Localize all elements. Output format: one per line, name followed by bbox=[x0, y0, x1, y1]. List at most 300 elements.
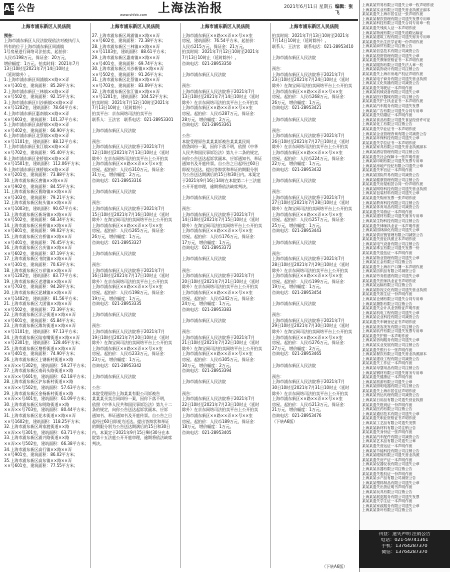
classified-item: 上海某某建材有限公司遗失财务专用章 bbox=[362, 214, 424, 219]
notice-line: 咨询电话：021-28953432 bbox=[272, 166, 322, 172]
notice-line: 上海市浦东新区××路××弄××号××室 bbox=[182, 228, 253, 234]
classified-item: 上海某某珠宝有限公司遗失发票一份 bbox=[362, 246, 420, 251]
notice-line: 19日10时至2021年7月20日10时止（延时 bbox=[92, 334, 170, 340]
notice-line: 29日10时至2021年7月30日10时止（延时 bbox=[272, 323, 350, 329]
classified-item: 上海某某展览服务有限公司遗失发票 bbox=[362, 494, 420, 499]
notice-line: 28.上海市浦东新区三林镇××路××弄 bbox=[92, 43, 160, 49]
classified-item: 上海某某咨询服务有限公司遗失公章 bbox=[362, 338, 420, 343]
classified-item: 上海某某包装材料有限公司遗失公章 bbox=[362, 191, 420, 196]
classified-item: 上海某某环保科技有限公司遗失公章 bbox=[362, 136, 420, 141]
classified-item: 某某某遗失房屋租赁合同一份声明作废 bbox=[362, 182, 424, 187]
notice-line: 上海市浦东新区××路××弄××号××室 bbox=[182, 105, 253, 111]
notice-line: 28.上海市浦东新区沪东新村街道××路 bbox=[4, 379, 74, 385]
notice-line: 即视为送达。提出答辩状和举证的期限分别 bbox=[182, 166, 258, 172]
notice-line: 房屋。起拍价：人民币176万元，保证金： bbox=[182, 233, 258, 239]
classified-item: 某某某遗失会计从业资格证声明作废 bbox=[362, 306, 420, 311]
classified-item: 某某某遗失股权证一份声明作废 bbox=[362, 471, 413, 476]
notice-line: 房屋。起拍价：人民币276万元，保证金： bbox=[272, 340, 348, 346]
classified-item: 上海某某旅游有限公司遗失公章 bbox=[362, 379, 413, 384]
notice-line: 20日10时至2021年7月21日10时止（延时 bbox=[182, 278, 260, 284]
notice-line: 17万元，增价幅度：1万元。 bbox=[182, 239, 234, 245]
notice-line: 14日10时至2021年7月15日10时止（延时 bbox=[182, 217, 260, 223]
notice-line: 20.上海市浦东新区泥城镇××路××弄 bbox=[4, 289, 72, 295]
notice-line: 25.上海市浦东新区塘桥街道××路××弄 bbox=[4, 345, 76, 351]
notice-line: ××号1101室，建筑面积：88.12平方米； bbox=[4, 138, 81, 144]
notice-line: 除外）在京东网络司法拍卖平台上公开拍卖 bbox=[272, 267, 348, 273]
classified-item: 上海某某企业管理咨询有限公司减资公告 bbox=[362, 131, 427, 136]
notice-line: 13日10时至2021年7月14日10时止 bbox=[4, 66, 70, 72]
notice-line: ××号2301室，建筑面积：128.46平方米； bbox=[4, 340, 83, 346]
notice-line: 30.上海市浦东新区东明路街道××路 bbox=[4, 401, 70, 407]
notice-line: 上海市浦东新区××路××弄××号××室 bbox=[272, 88, 343, 94]
notice-line: 通知书及开庭传票。自公告之日起经过60日 bbox=[182, 161, 260, 167]
notice-line: 上海市浦东新区人民法院将于2021年7月 bbox=[92, 267, 165, 273]
classified-item: 上海某某钢材有限公司遗失财务专用章 bbox=[362, 370, 424, 375]
newspaper-logo: 上海法治报 bbox=[158, 1, 224, 15]
classified-item: 某某某遗失身份证一张声明作废 bbox=[362, 430, 413, 435]
notice-line: 27日10时至2021年7月28日10时止（延时 bbox=[272, 200, 350, 206]
notice-line: 上海市浦东新区人民法院现依法对被执行人 bbox=[4, 38, 80, 44]
notice-line: 除外）在京东网络司法拍卖平台上公开拍卖 bbox=[182, 284, 258, 290]
classified-item: 上海某某信息技术有限公司减资公告 bbox=[362, 48, 420, 53]
notice-line: 15.上海市浦东新区宣桥镇××路××弄 bbox=[4, 233, 72, 239]
notice-line: 上海市浦东新区××路××弄××号××室 bbox=[92, 284, 163, 290]
notice-line: ××号801室，建筑面积：99.02平方米； bbox=[4, 228, 78, 234]
notice-line: 增价幅度：1万元。拍卖时间：2021年7月 bbox=[4, 60, 80, 66]
notice-line: 上海市浦东新区人民法院 bbox=[182, 317, 226, 323]
notice-line: 上海市浦东新区人民法院 bbox=[182, 71, 226, 77]
classified-sidebar bbox=[359, 0, 450, 572]
notice-line: ××号703室，建筑面积：94.28平方米； bbox=[4, 284, 78, 290]
column-2 bbox=[92, 23, 178, 568]
column-subheading: 预告： bbox=[4, 32, 16, 38]
notice-line: 7月14日10时止（延时除外）。 bbox=[272, 38, 329, 44]
notice-line: 起经过60日即视为送达。提出答辩状和举证 bbox=[92, 418, 170, 424]
notice-line: 上海市浦东新区人民法院将于2021年7月 bbox=[182, 334, 255, 340]
notice-line: 上海市浦东新区××路××弄××号××室 bbox=[272, 334, 343, 340]
notice-line: ××号1103室，建筑面积：88.61平方米； bbox=[92, 49, 169, 55]
classified-item: 上海某某新材料有限公司注销公告 bbox=[362, 425, 416, 430]
notice-line: 30万元，增价幅度：2万元。 bbox=[182, 362, 234, 368]
classified-item: 上海某某文化传播有限公司减资公告 bbox=[362, 81, 420, 86]
notice-line: 公告： bbox=[92, 385, 104, 390]
classified-list bbox=[362, 3, 448, 528]
notice-line: 本院受理原告上海某某有限公司诉被告 bbox=[92, 390, 160, 396]
notice-line: 23.上海市浦东新区潍坊街道××路××弄 bbox=[4, 323, 76, 329]
notice-line: 21.上海市浦东新区大团镇××路××弄 bbox=[4, 301, 72, 307]
classified-item: 上海某某贸易有限公司遗失公章一枚声明作废 bbox=[362, 3, 434, 7]
notice-line: 上海市浦东新区人民法院将于2021年7月 bbox=[92, 329, 165, 335]
notice-line: 咨询电话：021-28953443 bbox=[272, 228, 322, 234]
contact-line: 刊登：遗失声明 注销公告 bbox=[378, 532, 431, 537]
classified-item: 某某某遗失护照一本声明作废 bbox=[362, 333, 409, 338]
classified-item: 上海某某国际贸易有限公司减资公告 bbox=[362, 172, 420, 177]
notice-line: 上海市浦东新区人民法院将于2021年7月 bbox=[272, 71, 345, 77]
notice-line: 房屋。起拍价：人民币305万元，保证金： bbox=[182, 357, 258, 363]
sidebar-divider bbox=[359, 0, 360, 572]
notice-line: 上海市浦东新区××路××弄××号××室 bbox=[182, 351, 253, 357]
notice-line: 条的规定，向你公告送达起诉状副本、应诉 bbox=[92, 407, 168, 413]
classified-item: 某某某遗失报到证一份声明作废 bbox=[362, 402, 413, 407]
notice-line: 32.上海市浦东新区张江镇××路××弄 bbox=[92, 88, 160, 94]
classified-item: 上海某某实业发展有限公司注销公告 bbox=[362, 342, 420, 347]
notice-line: 咨询电话：021-28953454 bbox=[272, 289, 322, 295]
notice-line: 房屋。起拍价：人民币213万元，保证金： bbox=[272, 401, 348, 407]
notice-line: 7.上海市浦东新区张江镇××路××弄 bbox=[4, 144, 70, 150]
notice-line: 上海市浦东新区××路××弄××号××室 bbox=[182, 32, 253, 38]
notice-line: 30日10时至2021年7月31日10时止（延时 bbox=[272, 385, 350, 390]
classified-item: 某某某遗失上海市居住证声明作废 bbox=[362, 388, 416, 393]
notice-line: ××弄××号302室，建筑面积：59.27平方米； bbox=[4, 362, 88, 368]
classified-item: 某某某遗失毕业证书一本声明作废 bbox=[362, 127, 416, 132]
notice-line: 咨询电话：021-28953361 bbox=[182, 122, 232, 128]
notice-line: 房屋。起拍价：人民币224万元，保证金： bbox=[272, 155, 348, 161]
notice-line: 借贷纠纷一案，因你下落不明，依照《中华 bbox=[182, 144, 258, 150]
notice-line: ××号601室，建筑面积：65.84平方米； bbox=[4, 317, 78, 323]
classified-item: 上海某某软件有限公司遗失发票专用章 bbox=[362, 329, 424, 334]
page-label: 编辑：张 飞 bbox=[335, 5, 353, 16]
notice-line: 上海市浦东新区人民法院将于2021年7月 bbox=[92, 206, 165, 211]
classified-item: 上海某某眼镜有限公司遗失营业执照 bbox=[362, 453, 420, 458]
classified-item: 上海某某物流有限公司遗失道路运输证 bbox=[362, 30, 424, 35]
notice-line: ××号901室，建筑面积：86.02平方米； bbox=[4, 452, 78, 458]
notice-line: 预告： bbox=[272, 66, 284, 72]
classified-item: 上海某某商贸有限公司注销公告 bbox=[362, 44, 413, 49]
notice-line: 除外）在京东网络司法拍卖平台上公开拍卖 bbox=[272, 390, 348, 396]
notice-line: 除外）在淘宝网司法拍卖网络平台上公开拍卖 bbox=[182, 222, 262, 228]
classified-item: 某某某遗失残疾人证一本声明作废 bbox=[362, 25, 416, 30]
notice-line: 房屋。起拍价：人民币233万元，保证金： bbox=[92, 351, 168, 357]
notice-line: 上海市浦东新区人民法院 bbox=[272, 116, 316, 122]
notice-line: 10.上海市浦东新区唐镇××路××弄 bbox=[4, 178, 68, 184]
contact-line: 电话：021-59741361 bbox=[380, 538, 429, 543]
classified-item: 上海某某房地产经纪有限公司遗失公章 bbox=[362, 163, 424, 168]
section-title: 公告 bbox=[17, 4, 36, 14]
classified-item: 上海某某摄影有限公司注销公告 bbox=[362, 301, 413, 306]
classified-item: 上海某某网络科技有限公司遗失营业执照 bbox=[362, 186, 427, 191]
contact-line: 手机：13764287370 bbox=[381, 544, 428, 549]
notice-line: 房屋。起拍价：人民币265万元，保证金： bbox=[92, 228, 168, 234]
notice-line: 31.上海市浦东新区北蔡镇××路××弄 bbox=[92, 77, 160, 83]
notice-line: 28万元，增价幅度：2万元。 bbox=[182, 116, 234, 122]
classified-item: 上海某某供应链管理有限公司减资公告 bbox=[362, 232, 424, 237]
notice-line: 1号房屋进行网络司法拍卖，起拍价： bbox=[4, 49, 71, 55]
notice-line: 预告： bbox=[182, 390, 194, 396]
notice-line: 上海市浦东新区××路××弄××号××室 bbox=[92, 345, 163, 351]
classified-item: 某某某遗失营运证一本声明作废 bbox=[362, 444, 413, 448]
classified-item: 某某某遗失房产证一本声明作废 bbox=[362, 457, 413, 462]
notice-line: 人民币215万元，保证金：21万元。 bbox=[182, 43, 247, 49]
notice-line: ××号201室，建筑面积：73.88平方米； bbox=[4, 172, 78, 178]
notice-line: 上海市浦东新区人民法院将于2021年7月 bbox=[182, 396, 255, 402]
classified-item: 某某某遗失营业执照正本声明作废 bbox=[362, 237, 416, 242]
notice-line: 咨询电话：021-28953394 bbox=[182, 368, 232, 374]
classified-item: 上海某某汽车服务有限公司遗失发票 bbox=[362, 104, 420, 109]
notice-line: 17.上海市浦东新区书院镇××路××弄 bbox=[4, 256, 72, 262]
notice-line: 26万元，增价幅度：1万元。 bbox=[272, 99, 324, 105]
classified-item: 上海某某生物科技有限公司注销公告 bbox=[362, 218, 420, 223]
classified-item: 某某某遗失军官证一本声明作废 bbox=[362, 168, 413, 173]
masthead-url: www.shfzb.com bbox=[120, 13, 148, 17]
classified-item: 上海某某货运代理有限公司减资公告 bbox=[362, 393, 420, 398]
notice-line: 16.上海市浦东新区合庆镇××路××弄 bbox=[4, 245, 72, 251]
notice-line: 所有的位于上海市浦东新区周浦镇 bbox=[4, 43, 64, 49]
column-divider bbox=[180, 23, 181, 568]
notice-line: 25万元，增价幅度：1万元。 bbox=[272, 222, 324, 228]
classified-item: 上海某某塑料制品有限公司遗失公章 bbox=[362, 480, 420, 485]
notice-line: ××号1602室，建筑面积：118.25平方米； bbox=[4, 418, 83, 424]
continued-note: （下转A6版） bbox=[322, 564, 348, 569]
notice-line: 12日10时至2021年7月13日10时止（延时 bbox=[92, 150, 170, 156]
notice-line: 14.上海市浦东新区祝桥镇××路××弄 bbox=[4, 222, 72, 228]
notice-line: 向你公告送达起诉状副本、应诉通知书、举证 bbox=[182, 155, 262, 161]
classified-item: 某某某遗失职业资格证书声明作废 bbox=[362, 416, 416, 421]
classified-item: 上海某某照明电器有限公司注销公告 bbox=[362, 384, 420, 389]
classified-item: 上海某某艺术品有限公司遗失公章 bbox=[362, 439, 416, 444]
classified-item: 上海某某仪器仪表有限公司遗失公章 bbox=[362, 462, 420, 467]
notice-line: 1.上海市浦东新区周浦镇××路××弄 bbox=[4, 77, 70, 83]
column-entries bbox=[92, 33, 178, 447]
notice-line: 31.上海市浦东新区花木街道××路××弄 bbox=[4, 412, 76, 418]
notice-line: 9.上海市浦东新区康桥镇××路××弄 bbox=[4, 166, 70, 172]
classified-item: 上海某某家政服务有限公司遗失公章 bbox=[362, 503, 420, 508]
notice-line: 除外）在京东网络司法拍卖平台上公开拍卖 bbox=[182, 99, 258, 105]
classified-item: 上海某某教育科技有限公司注销公告 bbox=[362, 200, 420, 205]
classified-item: 上海某某科技有限公司遗失合同专用章一枚 bbox=[362, 21, 431, 26]
notice-line: 预告： bbox=[272, 189, 284, 195]
classified-item: 上海某某劳务派遣有限公司遗失公章 bbox=[362, 274, 420, 279]
notice-line: 3.上海市浦东新区川沙新镇××路××弄 bbox=[4, 99, 74, 105]
contact-line: 微信：13764287370 bbox=[381, 550, 428, 555]
classified-item: 上海某某机械设备有限公司遗失公章 bbox=[362, 90, 420, 95]
classified-item: 某某某遗失出生医学证明一份声明作废 bbox=[362, 39, 424, 44]
notice-line: 上海市浦东新区人民法院 bbox=[272, 301, 316, 307]
classified-item: 某某某遗失律师执业证一本声明作废 bbox=[362, 223, 420, 228]
notice-line: 4.上海市浦东新区惠南镇××路××弄 bbox=[4, 110, 70, 116]
notice-line: 22日10时至2021年7月23日10时止（延时 bbox=[182, 401, 260, 407]
classified-item: 某某某遗失健康证一本声明作废 bbox=[362, 375, 413, 380]
notice-line: 内。本案定于2021年9月15日9时30分在本 bbox=[92, 429, 170, 435]
notice-line: 上海市浦东新区××路××弄××号××室 bbox=[272, 273, 343, 279]
classified-item: 上海某某纺织品有限公司减资公告 bbox=[362, 269, 416, 274]
notice-line: 上海市浦东新区××路××弄××号××室 bbox=[272, 150, 343, 156]
classified-item: 上海某某餐饮管理有限公司遗失发票专用章 bbox=[362, 16, 431, 21]
notice-line: 15日10时至2021年7月16日10时止（延时 bbox=[92, 211, 170, 217]
notice-line: 预告： bbox=[272, 373, 284, 379]
classified-item: 某某某遗失银行卡一张声明作废 bbox=[362, 347, 413, 352]
notice-line: 上海市浦东新区人民法院 bbox=[182, 256, 226, 262]
column-entries bbox=[4, 38, 88, 469]
notice-line: 上海市浦东新区人民法院将于2021年7月 bbox=[272, 133, 345, 139]
notice-line: 除外）在京东网络司法拍卖平台上公开拍卖 bbox=[92, 278, 168, 284]
column-4 bbox=[272, 23, 356, 568]
notice-line: 某某某买卖合同纠纷一案，因你下落不明， bbox=[92, 396, 168, 402]
notice-line: ××号1201室，建筑面积：104.52平方米； bbox=[92, 94, 171, 100]
classified-item: 上海某某装饰设计有限公司注销公告 bbox=[362, 67, 420, 72]
notice-line: 上海市浦东新区人民法院将于2021年7月 bbox=[182, 211, 255, 217]
notice-line: 咨询电话：021-28953350 bbox=[182, 60, 232, 66]
notice-line: 33.上海市浦东新区浦兴路街道××路 bbox=[4, 435, 70, 441]
notice-line: ××号1501室，建筑面积：112.06平方米； bbox=[4, 161, 83, 167]
notice-line: 上海市浦东新区人民法院 bbox=[92, 250, 136, 256]
notice-line: ××号401室，建筑面积：74.90平方米； bbox=[4, 351, 78, 357]
classified-item: 上海某某水产品有限公司减资公告 bbox=[362, 476, 416, 481]
notice-line: 上海市浦东新区人民法院 bbox=[272, 54, 316, 60]
advertising-contact-box bbox=[359, 530, 450, 568]
classified-item: 上海某某机电工程有限公司遗失公章 bbox=[362, 310, 420, 315]
column-divider bbox=[90, 23, 91, 568]
column-heading: 上海市浦东新区人民法院 bbox=[21, 25, 71, 30]
notice-line: 上海市浦东新区人民法院 bbox=[182, 379, 226, 385]
notice-line: 预告： bbox=[92, 261, 104, 267]
notice-line: 房屋。起拍价：人民币242万元，保证金： bbox=[182, 295, 258, 301]
notice-line: 的期限分别为公告送达期满后的15日和30日 bbox=[92, 424, 171, 430]
notice-line: 预告： bbox=[272, 312, 284, 318]
classified-item: 某某某遗失学位证书一本声明作废 bbox=[362, 140, 416, 145]
notice-line: 人民币198万元，保证金：20万元， bbox=[4, 54, 69, 60]
notice-line: 预告： bbox=[272, 127, 284, 133]
notice-line: 本院受理原告某某某诉被告某某某民间 bbox=[182, 138, 250, 144]
notice-line: 预告： bbox=[272, 250, 284, 256]
notice-line: 23万元，增价幅度：1万元。 bbox=[92, 357, 144, 363]
notice-line: 预告： bbox=[182, 267, 194, 273]
notice-line: 12.上海市浦东新区航头镇××路××弄 bbox=[4, 200, 72, 206]
notice-line: ××号902室，建筑面积：84.55平方米； bbox=[4, 183, 78, 189]
notice-line: 预告： bbox=[92, 323, 104, 329]
classified-item: 上海某某工艺品有限公司遗失发票 bbox=[362, 421, 416, 426]
notice-line: 2.上海市浦东新区三林镇××路××弄 bbox=[4, 88, 70, 94]
notice-line: （延时除外）。 bbox=[4, 71, 32, 77]
classified-item: 上海某某园林绿化有限公司遗失公章 bbox=[362, 228, 420, 233]
notice-line: 除外）在淘宝网司法拍卖网络平台上公开拍卖 bbox=[182, 345, 262, 351]
notice-line: 22.上海市浦东新区洋泾街道××路××弄 bbox=[4, 312, 76, 318]
notice-line: 除外）在淘宝网司法拍卖网络平台上公开拍卖 bbox=[92, 217, 172, 223]
notice-line: 拍卖时间：2021年7月12日10时至2021年 bbox=[182, 49, 260, 55]
notice-line: 35.上海市浦东新区高东镇××路××弄 bbox=[4, 457, 72, 463]
notice-line: （下转A6版） bbox=[272, 418, 298, 424]
classified-item: 上海某某广告有限公司遗失合同专用章 bbox=[362, 108, 424, 113]
notice-line: 5.上海市浦东新区高桥镇××路××弄 bbox=[4, 122, 70, 128]
classified-item: 上海某某健康管理有限公司注销公告 bbox=[362, 177, 420, 182]
notice-line: 上海市浦东新区人民法院 bbox=[92, 127, 136, 133]
notice-line: 于2021年9月16日14时在本院第二十三法庭 bbox=[182, 178, 261, 184]
notice-line: 上海市浦东新区××路××弄××号××室 bbox=[272, 211, 343, 217]
notice-line: 7月13日10时止（延时除外）。 bbox=[92, 105, 149, 111]
notice-line: 上海市浦东新区人民法院将于2021年7月 bbox=[272, 256, 345, 262]
notice-line: 公开开庭审理，逾期将依法缺席判决。 bbox=[182, 183, 250, 189]
notice-line: 判决。 bbox=[92, 440, 104, 446]
notice-line: 房屋，建筑面积：76.54平方米，起拍价： bbox=[182, 38, 258, 44]
notice-line: 上海市浦东新区××路××弄××号××室 bbox=[272, 396, 343, 402]
issue-date: 2021年6月11日 星期五 bbox=[284, 5, 333, 10]
notice-line: 24万元，增价幅度：1万元。 bbox=[182, 301, 234, 307]
classified-item: 上海某某医疗器械有限公司注销公告 bbox=[362, 94, 420, 99]
notice-line: ××号502室，建筑面积：92.15平方米； bbox=[4, 94, 78, 100]
classified-item: 某某某遗失社会保障卡一张声明作废 bbox=[362, 154, 420, 159]
notice-line: 房屋。起拍价：人民币310万元，保证金： bbox=[92, 166, 168, 172]
notice-line: 8.上海市浦东新区金桥镇××路××弄 bbox=[4, 155, 70, 161]
notice-line: ××号703室，建筑面积：83.09平方米； bbox=[92, 82, 166, 88]
notice-line: 咨询电话：021-28953476 bbox=[272, 412, 322, 418]
classified-item: 某某某遗失准生证一份声明作废 bbox=[362, 292, 413, 297]
notice-line: ××号602室，建筑面积：72.38平方米； bbox=[92, 38, 166, 44]
notice-line: 上海市浦东新区人民法院将于2021年7月 bbox=[92, 144, 165, 150]
classified-item: 上海某某印刷有限公司遗失发票专用章 bbox=[362, 159, 424, 164]
classified-item: 上海某某乐器有限公司注销公告 bbox=[362, 466, 413, 471]
notice-line: 上海市浦东新区人民法院将于2021年7月 bbox=[182, 273, 255, 279]
notice-line: 上海市浦东新区人民法院 bbox=[92, 312, 136, 318]
notice-line: ××弄××号301室，建筑面积：63.71平方米； bbox=[4, 429, 88, 435]
classified-item: 某某某遗失导游证一本声明作废 bbox=[362, 209, 413, 214]
classified-item: 某某某遗失教师资格证书一本声明作废 bbox=[362, 58, 424, 63]
notice-line: 房屋。起拍价：人民币268万元，保证金： bbox=[272, 94, 348, 100]
classified-item: 上海某某建筑工程有限公司遗失财务专用章 bbox=[362, 35, 431, 40]
notice-line: 26.上海市浦东新区上钢新村街道××路 bbox=[4, 357, 74, 363]
classified-item: 某某某遗失购房发票一张声明作废 bbox=[362, 195, 416, 200]
notice-line: 27万元，增价幅度：2万元。 bbox=[272, 345, 324, 351]
notice-line: 上海市浦东新区人民法院 bbox=[92, 373, 136, 379]
classified-item: 某某某遗失护士执业证书一本声明作废 bbox=[362, 99, 424, 104]
notice-line: 28日10时至2021年7月29日10时止（延时 bbox=[272, 261, 350, 267]
notice-line: 27.上海市浦东新区周浦镇××路××弄 bbox=[92, 32, 160, 38]
notice-line: 房屋。起拍价：人民币189万元，保证金： bbox=[182, 418, 258, 424]
classified-item: 上海某某体育用品有限公司减资公告 bbox=[362, 205, 420, 210]
notice-line: 房屋。起拍价：人民币198万元，保证金： bbox=[92, 289, 168, 295]
classified-item: 上海某某汽车配件有限公司减资公告 bbox=[362, 434, 420, 439]
notice-line: 预告： bbox=[182, 206, 194, 211]
notice-line: 32.上海市浦东新区周家渡街道××路 bbox=[4, 424, 70, 430]
classified-item: 某某某遗失驾驶证一本声明作废 bbox=[362, 85, 413, 90]
notice-line: 咨询电话：021-28953405 bbox=[182, 429, 232, 435]
notice-line: ××号1003室，建筑面积：90.67平方米； bbox=[4, 206, 81, 211]
notice-line: 13.上海市浦东新区新场镇××路××弄 bbox=[4, 211, 72, 217]
notice-line: 31万元，增价幅度：2万元。 bbox=[92, 172, 144, 178]
notice-line: 公告： bbox=[182, 133, 194, 139]
notice-line: 18万元，增价幅度：1万元。 bbox=[182, 424, 234, 430]
classified-item: 上海某某服饰有限公司遗失法人章一枚 bbox=[362, 62, 424, 67]
classified-item: 上海某某玩具有限公司注销公告 bbox=[362, 489, 413, 494]
notice-line: 为公告送达期满后的15日和30日内。本案定 bbox=[182, 172, 261, 178]
notice-line: 除外）在淘宝网司法拍卖网络平台上公开拍卖 bbox=[92, 340, 172, 346]
notice-line: 除外）在京东网络司法拍卖平台上公开拍卖 bbox=[182, 407, 258, 413]
notice-line: 19.上海市浦东新区老港镇××路××弄 bbox=[4, 278, 72, 284]
notice-line: 6.上海市浦东新区北蔡镇××路××弄 bbox=[4, 133, 70, 139]
notice-line: 16日10时至2021年7月17日10时止（延时 bbox=[92, 273, 170, 279]
classified-item: 某某某遗失车辆登记证书声明作废 bbox=[362, 319, 416, 324]
notice-line: 上海市浦东新区××路××弄××号××室 bbox=[182, 412, 253, 418]
notice-line: 13日10时至2021年7月14日10时止（延时 bbox=[182, 94, 260, 100]
notice-line: ××弄××号401室，建筑面积：61.09平方米； bbox=[4, 396, 88, 402]
notice-line: 预告： bbox=[92, 200, 104, 206]
notice-line: 咨询电话：021-28953342 bbox=[92, 362, 142, 368]
notice-line: 联系人：王法官 联系电话：021-28953410 bbox=[272, 43, 354, 49]
notice-line: ××号502室，建筑面积：91.26平方米； bbox=[92, 71, 166, 77]
column-3 bbox=[182, 23, 268, 568]
notice-line: 房屋。起拍价：人民币287万元，保证金： bbox=[182, 110, 258, 116]
notice-line: 上海市浦东新区人民法院 bbox=[272, 178, 316, 184]
notice-line: 预告： bbox=[182, 82, 194, 88]
classified-item: 上海某某运输有限公司注销公告 bbox=[362, 283, 413, 288]
notice-line: 上海市浦东新区人民法院将于2021年7月 bbox=[272, 379, 345, 385]
notice-line: ××号1202室，建筑面积：78.64平方米； bbox=[4, 105, 81, 111]
column-entries bbox=[272, 33, 356, 425]
notice-line: 除外）在京东网络司法拍卖平台上公开拍卖 bbox=[272, 144, 348, 150]
notice-line: ××号301室，建筑面积：85.28平方米； bbox=[4, 82, 78, 88]
notice-line: ××弄××号601室，建筑面积：62.18平方米； bbox=[4, 373, 88, 379]
notice-line: ××号303室，建筑面积：79.21平方米； bbox=[4, 194, 78, 200]
notice-line: 拍卖时间：2021年7月12日10时至2021年 bbox=[92, 99, 170, 105]
classified-item: 某某某遗失上海市房地产权证声明作废 bbox=[362, 71, 424, 76]
